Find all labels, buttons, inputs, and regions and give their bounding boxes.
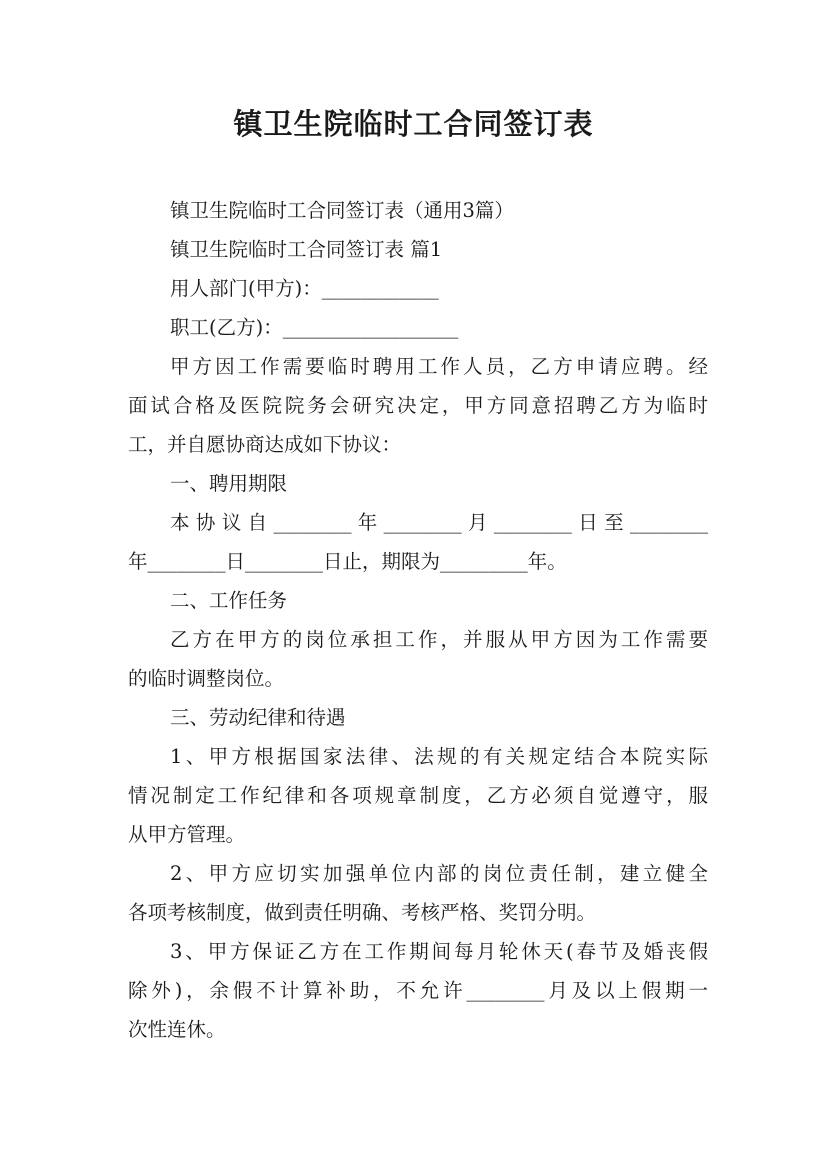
- section-heading: 镇卫生院临时工合同签订表 篇1: [170, 238, 443, 261]
- paragraph-line: 情况制定工作纪律和各项规章制度，乙方必须自觉遵守，服: [128, 784, 708, 807]
- paragraph-line: 各项考核制度，做到责任明确、考核严格、奖罚分明。: [128, 901, 597, 924]
- paragraph-line: 的临时调整岗位。: [128, 667, 285, 690]
- paragraph-line: 除外)，余假不计算补助，不允许________月及以上假期一: [128, 979, 708, 1002]
- paragraph-line: 乙方在甲方的岗位承担工作，并服从甲方因为工作需要: [170, 628, 708, 651]
- paragraph-line: 甲方因工作需要临时聘用工作人员，乙方申请应聘。经: [170, 355, 708, 378]
- paragraph-line: 面试合格及医院院务会研究决定，甲方同意招聘乙方为临时: [128, 394, 708, 417]
- document-title: 镇卫生院临时工合同签订表: [233, 107, 594, 141]
- paragraph-line: 年________日________日止，期限为_________年。: [128, 550, 567, 573]
- subtitle-line: 镇卫生院临时工合同签订表（通用3篇）: [170, 199, 514, 222]
- paragraph-line: 从甲方管理。: [128, 823, 246, 846]
- paragraph-line: 本协议自________年________月________日至________: [170, 511, 708, 534]
- paragraph-line: 2、甲方应切实加强单位内部的岗位责任制，建立健全: [170, 862, 708, 885]
- paragraph-line: 3、甲方保证乙方在工作期间每月轮休天(春节及婚丧假: [170, 940, 708, 963]
- paragraph-line: 1、甲方根据国家法律、法规的有关规定结合本院实际: [170, 745, 708, 768]
- employee-field-line: 职工(乙方)：__________________: [170, 316, 459, 339]
- paragraph-line: 工，并自愿协商达成如下协议：: [128, 433, 402, 456]
- paragraph-line: 次性连休。: [128, 1018, 226, 1041]
- employer-field-line: 用人部门(甲方)：____________: [170, 277, 439, 300]
- clause-heading: 三、劳动纪律和待遇: [170, 706, 346, 729]
- clause-heading: 二、工作任务: [170, 589, 288, 612]
- clause-heading: 一、聘用期限: [170, 472, 288, 495]
